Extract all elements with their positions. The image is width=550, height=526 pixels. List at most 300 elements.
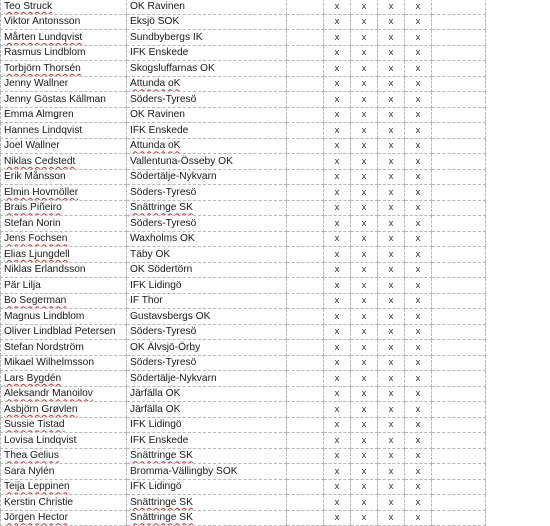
x-mark-cell: x	[351, 371, 378, 387]
empty-cell	[432, 216, 486, 232]
x-mark-cell: x	[324, 324, 351, 340]
x-mark-cell: x	[378, 185, 405, 201]
x-mark-cell: x	[405, 30, 432, 46]
empty-cell	[287, 495, 324, 511]
x-mark-cell: x	[351, 92, 378, 108]
x-mark-cell: x	[351, 107, 378, 123]
x-mark-cell: x	[351, 61, 378, 77]
empty-cell	[432, 479, 486, 495]
participant-name: Joel Wallner	[1, 138, 127, 154]
participant-name: Kerstin Christie	[1, 495, 127, 511]
empty-cell	[432, 154, 486, 170]
club-name: Söders-Tyresö	[127, 216, 287, 232]
club-name: OK Ravinen	[127, 107, 287, 123]
x-mark-cell: x	[405, 309, 432, 325]
club-name: Skogsluffarnas OK	[127, 61, 287, 77]
participant-name: Lars Bygdén	[1, 371, 127, 387]
x-mark-cell: x	[405, 0, 432, 14]
x-mark-cell: x	[351, 386, 378, 402]
table-row	[1, 448, 486, 464]
x-mark-cell: x	[405, 45, 432, 61]
x-mark-cell: x	[405, 340, 432, 356]
participant-name: Aleksandr Manoilov	[1, 386, 127, 402]
club-name: Järfälla OK	[127, 386, 287, 402]
x-mark-cell: x	[324, 510, 351, 526]
participant-name: Jenny Wallner	[1, 76, 127, 92]
participant-name: Rasmus Lindblom	[1, 45, 127, 61]
participant-name: Stefan Nordström	[1, 340, 127, 356]
table-row	[1, 123, 486, 139]
table-row	[1, 14, 486, 30]
empty-cell	[432, 76, 486, 92]
x-mark-cell: x	[324, 495, 351, 511]
x-mark-cell: x	[405, 216, 432, 232]
club-name: IFK Enskede	[127, 45, 287, 61]
table-row	[1, 0, 486, 14]
x-mark-cell: x	[378, 510, 405, 526]
participant-name: Sara Nylén	[1, 464, 127, 480]
x-mark-cell: x	[378, 123, 405, 139]
x-mark-cell: x	[324, 123, 351, 139]
empty-cell	[287, 45, 324, 61]
x-mark-cell: x	[351, 417, 378, 433]
table-row	[1, 247, 486, 263]
club-name: IFK Enskede	[127, 433, 287, 449]
x-mark-cell: x	[351, 262, 378, 278]
participant-name: Magnus Lindblom	[1, 309, 127, 325]
x-mark-cell: x	[324, 231, 351, 247]
club-name: IFK Enskede	[127, 123, 287, 139]
empty-cell	[432, 355, 486, 371]
club-name: Järfälla OK	[127, 402, 287, 418]
x-mark-cell: x	[324, 185, 351, 201]
x-mark-cell: x	[351, 293, 378, 309]
empty-cell	[287, 185, 324, 201]
table-row	[1, 154, 486, 170]
x-mark-cell: x	[351, 169, 378, 185]
table-row	[1, 61, 486, 77]
x-mark-cell: x	[378, 433, 405, 449]
empty-cell	[287, 371, 324, 387]
empty-cell	[432, 417, 486, 433]
empty-cell	[287, 293, 324, 309]
participant-name: Hannes Lindqvist	[1, 123, 127, 139]
participant-name: Asbjörn Grøvlen	[1, 402, 127, 418]
x-mark-cell: x	[405, 154, 432, 170]
participant-name: Jenny Göstas Källman	[1, 92, 127, 108]
x-mark-cell: x	[378, 92, 405, 108]
x-mark-cell: x	[324, 76, 351, 92]
x-mark-cell: x	[405, 200, 432, 216]
empty-cell	[287, 216, 324, 232]
participant-name: Bo Segerman	[1, 293, 127, 309]
x-mark-cell: x	[324, 169, 351, 185]
empty-cell	[432, 309, 486, 325]
participant-name: Erik Månsson	[1, 169, 127, 185]
table-body	[1, 0, 486, 526]
x-mark-cell: x	[351, 479, 378, 495]
participant-name: Lovisa Lindqvist	[1, 433, 127, 449]
x-mark-cell: x	[405, 433, 432, 449]
x-mark-cell: x	[351, 464, 378, 480]
x-mark-cell: x	[324, 293, 351, 309]
empty-cell	[287, 340, 324, 356]
x-mark-cell: x	[324, 309, 351, 325]
empty-cell	[432, 402, 486, 418]
x-mark-cell: x	[351, 402, 378, 418]
x-mark-cell: x	[378, 417, 405, 433]
table-row	[1, 355, 486, 371]
participant-name: Brais Piñeiro	[1, 200, 127, 216]
empty-cell	[287, 324, 324, 340]
table-row	[1, 30, 486, 46]
x-mark-cell: x	[378, 30, 405, 46]
table-row	[1, 92, 486, 108]
x-mark-cell: x	[378, 355, 405, 371]
table-row	[1, 107, 486, 123]
empty-cell	[432, 0, 486, 14]
x-mark-cell: x	[378, 169, 405, 185]
participant-name: Viktor Antonsson	[1, 14, 127, 30]
empty-cell	[432, 371, 486, 387]
empty-cell	[432, 262, 486, 278]
x-mark-cell: x	[378, 14, 405, 30]
empty-cell	[432, 448, 486, 464]
table-row	[1, 45, 486, 61]
x-mark-cell: x	[405, 479, 432, 495]
club-name: OK Ravinen	[127, 0, 287, 14]
x-mark-cell: x	[405, 464, 432, 480]
x-mark-cell: x	[378, 464, 405, 480]
empty-cell	[432, 278, 486, 294]
empty-cell	[432, 386, 486, 402]
x-mark-cell: x	[324, 30, 351, 46]
x-mark-cell: x	[378, 402, 405, 418]
x-mark-cell: x	[405, 278, 432, 294]
x-mark-cell: x	[324, 464, 351, 480]
x-mark-cell: x	[405, 324, 432, 340]
empty-cell	[287, 76, 324, 92]
x-mark-cell: x	[405, 510, 432, 526]
empty-cell	[432, 185, 486, 201]
x-mark-cell: x	[324, 0, 351, 14]
club-name: OK Södertörn	[127, 262, 287, 278]
empty-cell	[432, 495, 486, 511]
club-name: Gustavsbergs OK	[127, 309, 287, 325]
x-mark-cell: x	[405, 123, 432, 139]
x-mark-cell: x	[378, 448, 405, 464]
participant-name: Elmin Hovmöller	[1, 185, 127, 201]
empty-cell	[432, 464, 486, 480]
x-mark-cell: x	[351, 495, 378, 511]
table-row	[1, 138, 486, 154]
empty-cell	[287, 309, 324, 325]
empty-cell	[432, 293, 486, 309]
x-mark-cell: x	[405, 417, 432, 433]
empty-cell	[432, 231, 486, 247]
club-name: Södertälje-Nykvarn	[127, 169, 287, 185]
x-mark-cell: x	[324, 262, 351, 278]
empty-cell	[287, 247, 324, 263]
x-mark-cell: x	[351, 0, 378, 14]
participant-name: Mårten Lundqvist	[1, 30, 127, 46]
empty-cell	[287, 61, 324, 77]
x-mark-cell: x	[351, 231, 378, 247]
x-mark-cell: x	[405, 107, 432, 123]
empty-cell	[432, 45, 486, 61]
x-mark-cell: x	[351, 154, 378, 170]
x-mark-cell: x	[324, 200, 351, 216]
participant-name: Niklas Cedstedt	[1, 154, 127, 170]
x-mark-cell: x	[378, 0, 405, 14]
x-mark-cell: x	[405, 92, 432, 108]
participant-name: Teija Leppinen	[1, 479, 127, 495]
x-mark-cell: x	[351, 30, 378, 46]
club-name: Söders-Tyresö	[127, 185, 287, 201]
participant-name: Teo Struck	[1, 0, 127, 14]
empty-cell	[432, 61, 486, 77]
x-mark-cell: x	[378, 76, 405, 92]
x-mark-cell: x	[378, 216, 405, 232]
x-mark-cell: x	[405, 448, 432, 464]
x-mark-cell: x	[378, 154, 405, 170]
participant-name: Oliver Lindblad Petersen	[1, 324, 127, 340]
x-mark-cell: x	[405, 402, 432, 418]
table-row	[1, 433, 486, 449]
empty-cell	[287, 138, 324, 154]
table-row	[1, 169, 486, 185]
empty-cell	[287, 169, 324, 185]
x-mark-cell: x	[351, 14, 378, 30]
club-name: Söders-Tyresö	[127, 324, 287, 340]
table-row	[1, 262, 486, 278]
empty-cell	[432, 433, 486, 449]
x-mark-cell: x	[351, 309, 378, 325]
empty-cell	[432, 247, 486, 263]
empty-cell	[287, 386, 324, 402]
x-mark-cell: x	[324, 61, 351, 77]
table-row	[1, 402, 486, 418]
club-name: Sundbybergs IK	[127, 30, 287, 46]
club-name: Täby OK	[127, 247, 287, 263]
empty-cell	[287, 433, 324, 449]
x-mark-cell: x	[324, 371, 351, 387]
club-name: Söders-Tyresö	[127, 92, 287, 108]
table-row	[1, 309, 486, 325]
x-mark-cell: x	[405, 355, 432, 371]
x-mark-cell: x	[378, 138, 405, 154]
empty-cell	[287, 402, 324, 418]
participant-name: Pär Lilja	[1, 278, 127, 294]
x-mark-cell: x	[405, 138, 432, 154]
empty-cell	[287, 479, 324, 495]
club-name: Eksjö SOK	[127, 14, 287, 30]
empty-cell	[287, 262, 324, 278]
club-name: Snättringe SK	[127, 448, 287, 464]
x-mark-cell: x	[351, 123, 378, 139]
club-name: Vallentuna-Össeby OK	[127, 154, 287, 170]
x-mark-cell: x	[324, 45, 351, 61]
x-mark-cell: x	[324, 216, 351, 232]
x-mark-cell: x	[351, 216, 378, 232]
empty-cell	[287, 278, 324, 294]
x-mark-cell: x	[324, 340, 351, 356]
empty-cell	[287, 30, 324, 46]
participant-name: Torbjörn Thorsén	[1, 61, 127, 77]
table-row	[1, 278, 486, 294]
x-mark-cell: x	[405, 185, 432, 201]
x-mark-cell: x	[378, 386, 405, 402]
x-mark-cell: x	[351, 185, 378, 201]
x-mark-cell: x	[378, 309, 405, 325]
participant-name: Emma Almgren	[1, 107, 127, 123]
empty-cell	[287, 355, 324, 371]
table-row	[1, 231, 486, 247]
empty-cell	[287, 464, 324, 480]
table-row	[1, 371, 486, 387]
club-name: Söders-Tyresö	[127, 355, 287, 371]
club-name: Attunda oK	[127, 76, 287, 92]
x-mark-cell: x	[351, 247, 378, 263]
x-mark-cell: x	[405, 14, 432, 30]
x-mark-cell: x	[405, 371, 432, 387]
x-mark-cell: x	[324, 355, 351, 371]
x-mark-cell: x	[405, 247, 432, 263]
x-mark-cell: x	[324, 386, 351, 402]
table-row	[1, 417, 486, 433]
club-name: Bromma-Vällingby SOK	[127, 464, 287, 480]
x-mark-cell: x	[324, 138, 351, 154]
empty-cell	[432, 340, 486, 356]
table-row	[1, 185, 486, 201]
club-name: Snättringe SK	[127, 495, 287, 511]
club-name: IFK Lidingö	[127, 479, 287, 495]
club-name: IFK Lidingö	[127, 417, 287, 433]
empty-cell	[287, 14, 324, 30]
x-mark-cell: x	[351, 510, 378, 526]
x-mark-cell: x	[324, 247, 351, 263]
empty-cell	[432, 324, 486, 340]
x-mark-cell: x	[351, 324, 378, 340]
x-mark-cell: x	[324, 417, 351, 433]
x-mark-cell: x	[378, 340, 405, 356]
participant-name: Elias Ljungdell	[1, 247, 127, 263]
table-row	[1, 216, 486, 232]
x-mark-cell: x	[351, 278, 378, 294]
x-mark-cell: x	[378, 107, 405, 123]
x-mark-cell: x	[378, 45, 405, 61]
participant-name: Thea Gelius	[1, 448, 127, 464]
x-mark-cell: x	[351, 138, 378, 154]
table-row	[1, 510, 486, 526]
x-mark-cell: x	[324, 92, 351, 108]
club-name: Snättringe SK	[127, 200, 287, 216]
empty-cell	[432, 169, 486, 185]
x-mark-cell: x	[351, 433, 378, 449]
x-mark-cell: x	[405, 495, 432, 511]
club-name: Attunda oK	[127, 138, 287, 154]
x-mark-cell: x	[324, 14, 351, 30]
club-name: Södertälje-Nykvarn	[127, 371, 287, 387]
empty-cell	[432, 200, 486, 216]
table-row	[1, 293, 486, 309]
x-mark-cell: x	[405, 262, 432, 278]
x-mark-cell: x	[351, 448, 378, 464]
x-mark-cell: x	[378, 200, 405, 216]
x-mark-cell: x	[378, 278, 405, 294]
x-mark-cell: x	[324, 278, 351, 294]
x-mark-cell: x	[351, 340, 378, 356]
empty-cell	[287, 231, 324, 247]
x-mark-cell: x	[405, 293, 432, 309]
empty-cell	[287, 200, 324, 216]
participant-name: Stefan Norin	[1, 216, 127, 232]
club-name: OK Älvsjö-Örby	[127, 340, 287, 356]
empty-cell	[432, 123, 486, 139]
x-mark-cell: x	[324, 402, 351, 418]
x-mark-cell: x	[351, 45, 378, 61]
x-mark-cell: x	[324, 479, 351, 495]
table-row	[1, 464, 486, 480]
participant-name: Jens Fochsen	[1, 231, 127, 247]
club-name: IFK Lidingö	[127, 278, 287, 294]
x-mark-cell: x	[378, 479, 405, 495]
participant-name: Jörgen Hector	[1, 510, 127, 526]
x-mark-cell: x	[351, 200, 378, 216]
table-row	[1, 479, 486, 495]
x-mark-cell: x	[324, 107, 351, 123]
empty-cell	[287, 0, 324, 14]
x-mark-cell: x	[405, 76, 432, 92]
participant-name: Niklas Erlandsson	[1, 262, 127, 278]
x-mark-cell: x	[405, 231, 432, 247]
empty-cell	[432, 107, 486, 123]
club-name: IF Thor	[127, 293, 287, 309]
club-name: Waxholms OK	[127, 231, 287, 247]
x-mark-cell: x	[378, 231, 405, 247]
x-mark-cell: x	[378, 371, 405, 387]
x-mark-cell: x	[405, 386, 432, 402]
table-row	[1, 495, 486, 511]
x-mark-cell: x	[351, 76, 378, 92]
x-mark-cell: x	[378, 293, 405, 309]
empty-cell	[287, 123, 324, 139]
x-mark-cell: x	[324, 433, 351, 449]
empty-cell	[432, 14, 486, 30]
x-mark-cell: x	[378, 262, 405, 278]
table-row	[1, 200, 486, 216]
club-name: Snättringe SK	[127, 510, 287, 526]
participant-name: Sussie Tistad	[1, 417, 127, 433]
x-mark-cell: x	[378, 247, 405, 263]
empty-cell	[287, 448, 324, 464]
empty-cell	[432, 510, 486, 526]
participant-name: Mikael Wilhelmsson	[1, 355, 127, 371]
table-row	[1, 386, 486, 402]
x-mark-cell: x	[378, 495, 405, 511]
x-mark-cell: x	[378, 324, 405, 340]
table-row	[1, 76, 486, 92]
empty-cell	[432, 30, 486, 46]
x-mark-cell: x	[405, 169, 432, 185]
empty-cell	[287, 92, 324, 108]
table-row	[1, 324, 486, 340]
x-mark-cell: x	[405, 61, 432, 77]
x-mark-cell: x	[378, 61, 405, 77]
empty-cell	[287, 107, 324, 123]
empty-cell	[287, 417, 324, 433]
empty-cell	[432, 92, 486, 108]
